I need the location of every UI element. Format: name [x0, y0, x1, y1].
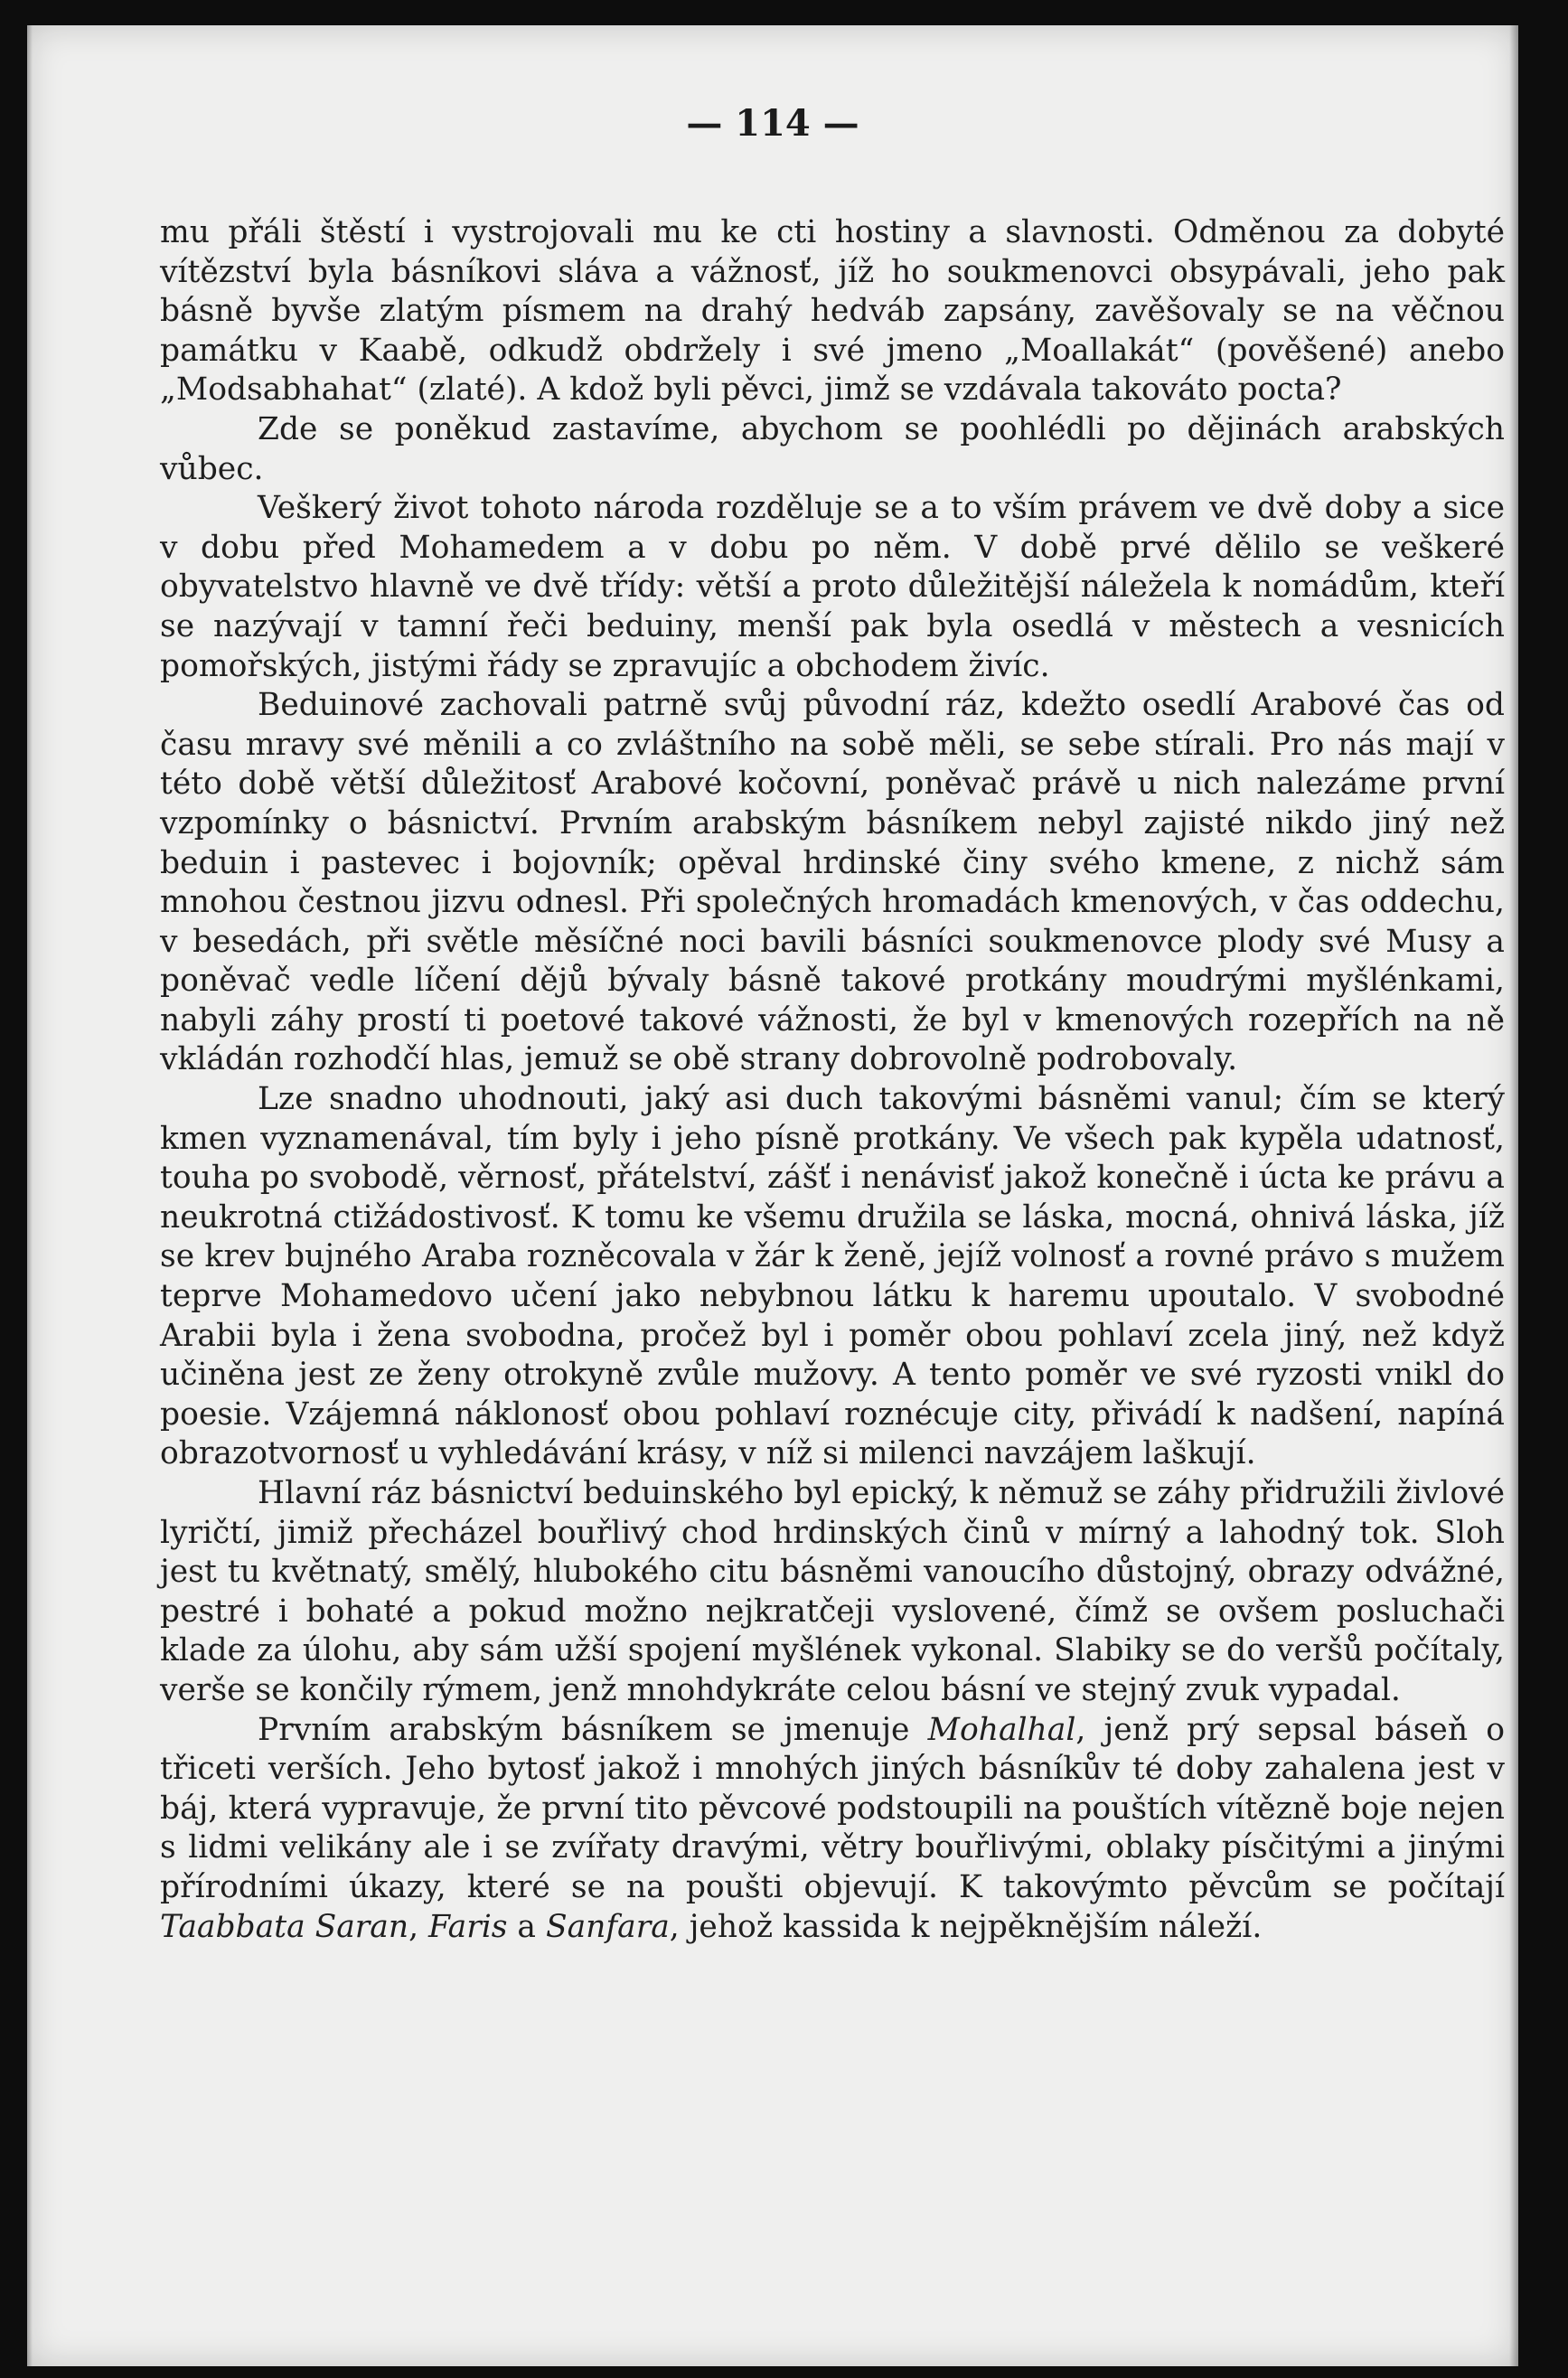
text-run: , jehož kassida k nejpěknějším náleží.: [669, 1908, 1263, 1945]
body-text: [160, 213, 1505, 1947]
text-run: Veškerý život tohoto národa rozděluje se a to vším právem ve dvě doby a sice v dobu před Mohamedem a v dobu po něm. V době prvé dělilo se veškeré obyvatelstvo hlavně ve dvě třídy: větší a proto důležitější náležela k nomádům, kteří se nazývají v tamní řeči beduiny, menší pak byla osedlá v městech a vesnicích pomořských, jistými řády se zpravujíc a obchodem živíc.: [160, 490, 1505, 684]
text-run: Beduinové zachovali patrně svůj původní ráz, kdežto osedlí Arabové čas od času mravy své měnili a co zvláštního na sobě měli, se sebe stírali. Pro nás mají v této době větší důležitosť Arabové kočovní, poněvač právě u nich nalezáme první vzpomínky o básnictví. Prvním arabským básníkem nebyl zajisté nikdo jiný než beduin i pastevec i bojovník; opěval hrdinské činy svého kmene, z nichž sám mnohou čestnou jizvu odnesl. Při společných hromadách kmenových, v čas oddechu, v besedách, při světle měsíčné noci bavili básníci soukmenovce plody své Musy a poněvač vedle líčení dějů bývaly básně takové protkány moudrými myšlénkami, nabyli záhy prostí ti poetové takové vážnosti, že byl v kmenových rozepřích na ně vkládán rozhodčí hlas, jemuž se obě strany dobrovolně podrobovaly.: [160, 687, 1505, 1078]
page-number: — 114 —: [686, 102, 859, 145]
paragraph-3: [160, 489, 1505, 686]
text-run: Hlavní ráz básnictví beduinského byl epický, k němuž se záhy přidružili živlové lyričtí, jimiž přecházel bouřlivý chod hrdinských činů v mírný a lahodný tok. Sloh jest tu květnatý, smělý, hlubokého citu básněmi vanoucího důstojný, obrazy odvážné, pestré i bohaté a pokud možno nejkratčeji vyslovené, čímž se ovšem posluchači klade za úlohu, aby sám užší spojení myšlének vykonal. Slabiky se do veršů počítaly, verše se končily rýmem, jenž mnohdykráte celou básní ve stejný zvuk vypadal.: [160, 1475, 1505, 1708]
italic-name: Taabbata Saran: [160, 1908, 409, 1945]
text-run: Lze snadno uhodnouti, jaký asi duch takovými básněmi vanul; čím se který kmen vyznamenával, tím byly i jeho písně protkány. Ve všech pak kypěla udatnosť, touha po svobodě, věrnosť, přátelství, zášť i nenávisť jakož konečně i úcta ke právu a neukrotná ctižádostivosť. K tomu ke všemu družila se láska, mocná, ohnivá láska, jíž se krev bujného Araba rozněcovala v žár k ženě, jejíž volnosť a rovné právo s mužem teprve Mohamedovo učení jako nebybnou látku k haremu upoutalo. V svobodné Arabii byla i žena svobodna, pročež byl i poměr obou pohlaví zcela jiný, než když učiněna jest ze ženy otrokyně zvůle mužovy. A tento poměr ve své ryzosti vnikl do poesie. Vzájemná náklonosť obou pohlaví roznécuje city, přivádí k nadšení, napíná obrazotvornosť u vyhledávání krásy, v níž si milenci navzájem laškují.: [160, 1081, 1505, 1472]
page-edge-shadow-right: [1509, 25, 1518, 2366]
paragraph-2: [160, 410, 1505, 489]
italic-name: Faris: [428, 1908, 508, 1945]
italic-name: Mohalhal: [927, 1711, 1076, 1748]
text-run: Prvním arabským básníkem se jmenuje: [258, 1711, 928, 1748]
paragraph-7: [160, 1711, 1505, 1948]
text-run: a: [507, 1908, 546, 1945]
book-page: [27, 25, 1518, 2366]
text-run: , jenž prý sepsal báseň o třiceti verších. Jeho bytosť jakož i mnohých jiných básníkův té doby zahalena jest v báj, která vypravuje, že první tito pěvcové podstoupili na pouštích vítězně boje nejen s lidmi velikány ale i se zvířaty dravými, větry bouřlivými, oblaky písčitými a jinými přírodními úkazy, které se na poušti objevují. K takovýmto pěvcům se počítají: [160, 1711, 1505, 1905]
text-run: mu přáli štěstí i vystrojovali mu ke cti hostiny a slavnosti. Odměnou za dobyté vítězství byla básníkovi sláva a vážnosť, jíž ho soukmenovci obsypávali, jeho pak básně byvše zlatým písmem na drahý hedváb zapsány, zavěšovaly se na věčnou památku v Kaabě, odkudž obdržely i své jmeno „Moallakát“ (pověšené) anebo „Modsabhahat“ (zlaté). A kdož byli pěvci, jimž se vzdávala takováto pocta?: [160, 214, 1505, 409]
page-edge-shadow-left: [27, 25, 33, 2366]
text-run: Zde se poněkud zastavíme, abychom se poohlédli po dějinách arabských vůbec.: [160, 410, 1505, 487]
paragraph-6: [160, 1474, 1505, 1711]
paragraph-4: [160, 686, 1505, 1080]
text-run: ,: [408, 1908, 429, 1945]
paragraph-1: [160, 213, 1505, 410]
paragraph-5: [160, 1080, 1505, 1474]
italic-name: Sanfara: [545, 1908, 670, 1945]
